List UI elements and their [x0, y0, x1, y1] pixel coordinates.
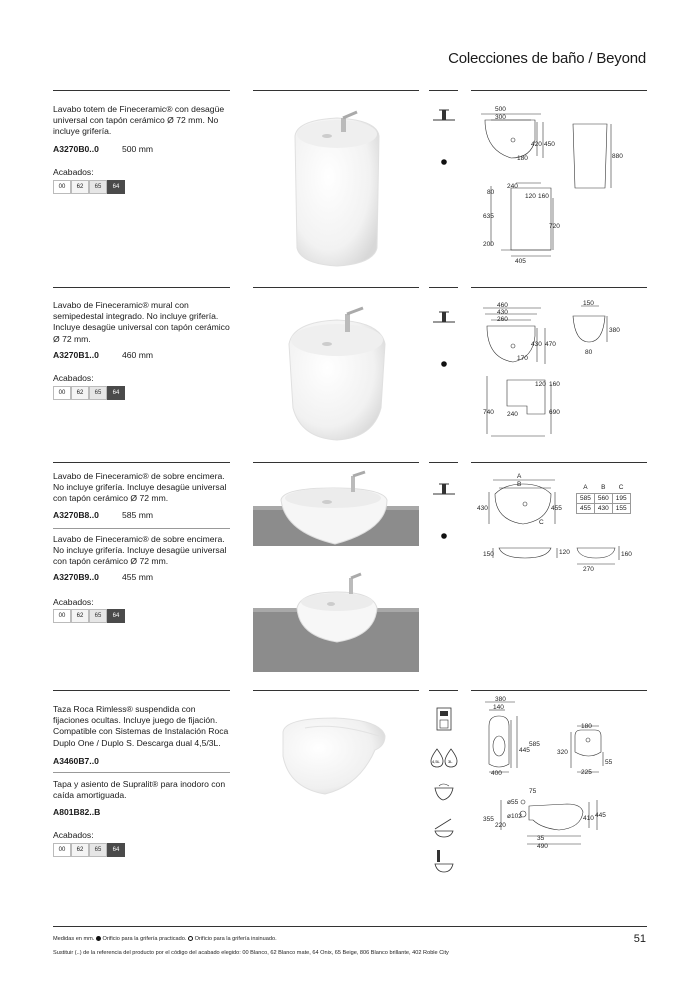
section-rule: [253, 287, 419, 288]
product-photo-countertop-basin-large: [253, 470, 419, 562]
dim-label: 180: [517, 155, 528, 162]
product-code: A3270B1..0: [53, 350, 99, 360]
dim-label: 720: [549, 223, 560, 230]
dim-label: 75: [529, 788, 537, 795]
product-code: A3270B0..0: [53, 144, 99, 154]
product-size: 585 mm: [122, 510, 154, 520]
product-photo-wall-basin: [253, 298, 419, 448]
table-cell: 195: [612, 493, 630, 503]
dim-label: 160: [538, 193, 549, 200]
dim-label: 120: [535, 381, 546, 388]
finish-swatch[interactable]: 64: [107, 843, 125, 857]
product-photo-totem-basin: [253, 98, 419, 270]
dim-label: 585: [529, 741, 540, 748]
dim-label: 300: [495, 114, 506, 121]
dim-label: 240: [507, 411, 518, 418]
footer-legend-units: Medidas en mm.: [53, 936, 95, 942]
table-cell: 455: [577, 503, 595, 513]
product-code: A801B82..B: [53, 807, 101, 817]
installation-frame-icon: [429, 706, 459, 732]
dim-label: 225: [581, 769, 592, 776]
finish-swatches: [53, 386, 125, 400]
dim-label: 430: [531, 341, 542, 348]
dim-label: 150: [583, 300, 594, 307]
dim-label: 160: [621, 551, 632, 558]
tap-hole-icon: [429, 104, 459, 126]
section-rule: [429, 690, 458, 691]
dim-label: 150: [483, 551, 494, 558]
finish-swatch[interactable]: 00: [53, 609, 71, 623]
product-description: Lavabo totem de Fineceramic® con desagüe universal con tapón cerámico Ø 72 mm. No incluye grifería.: [53, 104, 225, 137]
dim-label: 200: [483, 241, 494, 248]
section-rule: [471, 90, 647, 91]
dim-label: 380: [495, 696, 506, 703]
footer-finish-codes: Sustituir (..) de la referencia del producto por el código del acabado elegido: 00 Blanco, 62 Blanco mate, 64 Onix, 65 Beige, 806 Blanco brillante, 402 Roble City: [53, 950, 449, 956]
finishes-label: Acabados:: [53, 597, 94, 607]
dim-label: 450: [544, 141, 555, 148]
table-cell: 560: [594, 493, 612, 503]
dim-label: C: [539, 519, 544, 526]
dim-label: 430: [497, 309, 508, 316]
dim-label: 220: [495, 822, 506, 829]
dual-flush-icon: [429, 743, 459, 771]
dim-label: 635: [483, 213, 494, 220]
finish-swatch[interactable]: 64: [107, 609, 125, 623]
dim-label: 490: [537, 843, 548, 850]
dim-label: B: [517, 481, 522, 488]
dim-label: ø102: [507, 813, 522, 820]
section-rule: [471, 462, 647, 463]
finish-swatch[interactable]: 62: [71, 180, 89, 194]
table-header: C: [618, 484, 624, 492]
dim-label: 170: [517, 355, 528, 362]
filled-circle-icon: [96, 936, 101, 941]
product-description: Lavabo de Fineceramic® de sobre encimera. No incluye grifería. Incluye desagüe universal con tapón cerámico Ø 72 mm.: [53, 471, 227, 504]
dim-label: 500: [495, 106, 506, 113]
tap-hole-icon: [429, 306, 459, 328]
dim-label: 140: [493, 704, 504, 711]
section-rule: [53, 690, 230, 691]
section-rule: [253, 462, 419, 463]
section-divider: [53, 528, 230, 529]
dim-label: A: [517, 473, 522, 480]
dimension-table: [576, 483, 631, 514]
product-photo-countertop-basin-small: [253, 572, 419, 672]
icon-column: [429, 306, 459, 380]
footer-legend-drilled: Orificio para la grifería practicado.: [102, 936, 187, 942]
product-size: 460 mm: [122, 350, 154, 360]
section-divider: [53, 772, 230, 773]
dim-label: 35: [537, 835, 545, 842]
table-row: [577, 503, 631, 513]
dim-label: 445: [595, 812, 606, 819]
finishes-label: Acabados:: [53, 373, 94, 383]
flush-label: 4,5L: [432, 759, 440, 764]
finish-swatch[interactable]: 00: [53, 180, 71, 194]
finish-swatch[interactable]: 62: [71, 386, 89, 400]
dim-label: 320: [557, 749, 568, 756]
seat-cover-icon: [429, 848, 459, 874]
dim-label: 405: [515, 258, 526, 265]
dim-label: 445: [519, 747, 530, 754]
finish-swatch[interactable]: 00: [53, 843, 71, 857]
icon-column: [429, 478, 459, 552]
dim-label: 240: [507, 183, 518, 190]
section-rule: [253, 690, 419, 691]
finish-swatch[interactable]: 64: [107, 180, 125, 194]
dim-label: 690: [549, 409, 560, 416]
dim-label: 355: [483, 816, 494, 823]
finish-swatch[interactable]: 00: [53, 386, 71, 400]
dim-label: 880: [612, 153, 623, 160]
dim-label: 120: [559, 549, 570, 556]
filled-dot-icon: [429, 151, 459, 173]
icon-column: [429, 104, 459, 178]
dim-label: 180: [581, 723, 592, 730]
table-cell: 155: [612, 503, 630, 513]
footer-legend-marked: Orificio para la grifería insinuado.: [194, 936, 277, 942]
dim-label: 80: [585, 349, 593, 356]
finish-swatches: [53, 609, 125, 623]
dim-label: 270: [583, 566, 594, 573]
dim-label: 260: [497, 316, 508, 323]
technical-drawing-wall-basin: [471, 296, 647, 446]
dim-label: 460: [497, 302, 508, 309]
product-description: Lavabo de Fineceramic® mural con semipedestal integrado. No incluye grifería. Incluye desagüe universal con tapón cerámico Ø 72 mm.: [53, 300, 230, 344]
dim-label: 410: [583, 815, 594, 822]
finish-swatch[interactable]: 65: [89, 843, 107, 857]
product-size: 455 mm: [122, 572, 154, 582]
dim-label: 380: [609, 327, 620, 334]
table-header: B: [601, 484, 606, 492]
dim-label: 55: [605, 759, 613, 766]
icon-column: [429, 706, 459, 879]
footer-rule: [53, 926, 647, 927]
finish-swatch[interactable]: 64: [107, 386, 125, 400]
product-description: Tapa y asiento de Supralit® para inodoro con caída amortiguada.: [53, 779, 226, 801]
table-header: A: [583, 484, 588, 492]
rimless-icon: [429, 782, 459, 806]
product-code: A3270B8..0: [53, 510, 99, 520]
product-description: Taza Roca Rimless® suspendida con fijaciones ocultas. Incluye juego de fijación. Compatible con Sistemas de Instalación Roca Duplo One / Duplo S. Descarga dual 4,5/3L.: [53, 704, 229, 748]
product-description: Lavabo de Fineceramic® de sobre encimera. No incluye grifería. Incluye desagüe universal con tapón cerámico Ø 72 mm.: [53, 534, 227, 567]
dim-label: ø55: [507, 799, 519, 806]
dim-label: 120: [525, 193, 536, 200]
finish-swatch[interactable]: 62: [71, 609, 89, 623]
technical-drawing-toilet: [471, 696, 647, 856]
footer-legend: [53, 936, 277, 942]
section-rule: [429, 462, 458, 463]
table-cell: 585: [577, 493, 595, 503]
dim-label: 470: [545, 341, 556, 348]
technical-drawing-totem: [471, 100, 647, 270]
section-rule: [471, 287, 647, 288]
finish-swatch[interactable]: 62: [71, 843, 89, 857]
finishes-label: Acabados:: [53, 167, 94, 177]
tap-hole-icon: [429, 478, 459, 500]
finish-swatch[interactable]: 65: [89, 609, 107, 623]
section-rule: [429, 287, 458, 288]
section-rule: [471, 690, 647, 691]
section-rule: [53, 287, 230, 288]
finish-swatches: [53, 180, 125, 194]
table-row: [577, 493, 631, 503]
finish-swatch[interactable]: 65: [89, 386, 107, 400]
section-rule: [429, 90, 458, 91]
product-code: A3460B7..0: [53, 756, 99, 766]
dim-label: 740: [483, 409, 494, 416]
section-rule: [53, 90, 230, 91]
flush-label: 3L: [448, 759, 453, 764]
finishes-label: Acabados:: [53, 830, 94, 840]
dim-label: 80: [487, 189, 495, 196]
product-size: 500 mm: [122, 144, 154, 154]
finish-swatch[interactable]: 65: [89, 180, 107, 194]
product-code: A3270B9..0: [53, 572, 99, 582]
finish-swatches: [53, 843, 125, 857]
dim-label: 455: [551, 505, 562, 512]
dim-label: 420: [531, 141, 542, 148]
open-circle-icon: [188, 936, 193, 941]
page-title: Colecciones de baño / Beyond: [448, 50, 646, 67]
table-cell: 430: [594, 503, 612, 513]
filled-dot-icon: [429, 525, 459, 547]
dim-label: 400: [491, 770, 502, 777]
section-rule: [53, 462, 230, 463]
dim-label: 430: [477, 505, 488, 512]
soft-close-seat-icon: [429, 815, 459, 839]
section-rule: [253, 90, 419, 91]
page-number: 51: [633, 933, 646, 945]
product-photo-wall-toilet: [265, 706, 395, 806]
dim-label: 160: [549, 381, 560, 388]
filled-dot-icon: [429, 353, 459, 375]
